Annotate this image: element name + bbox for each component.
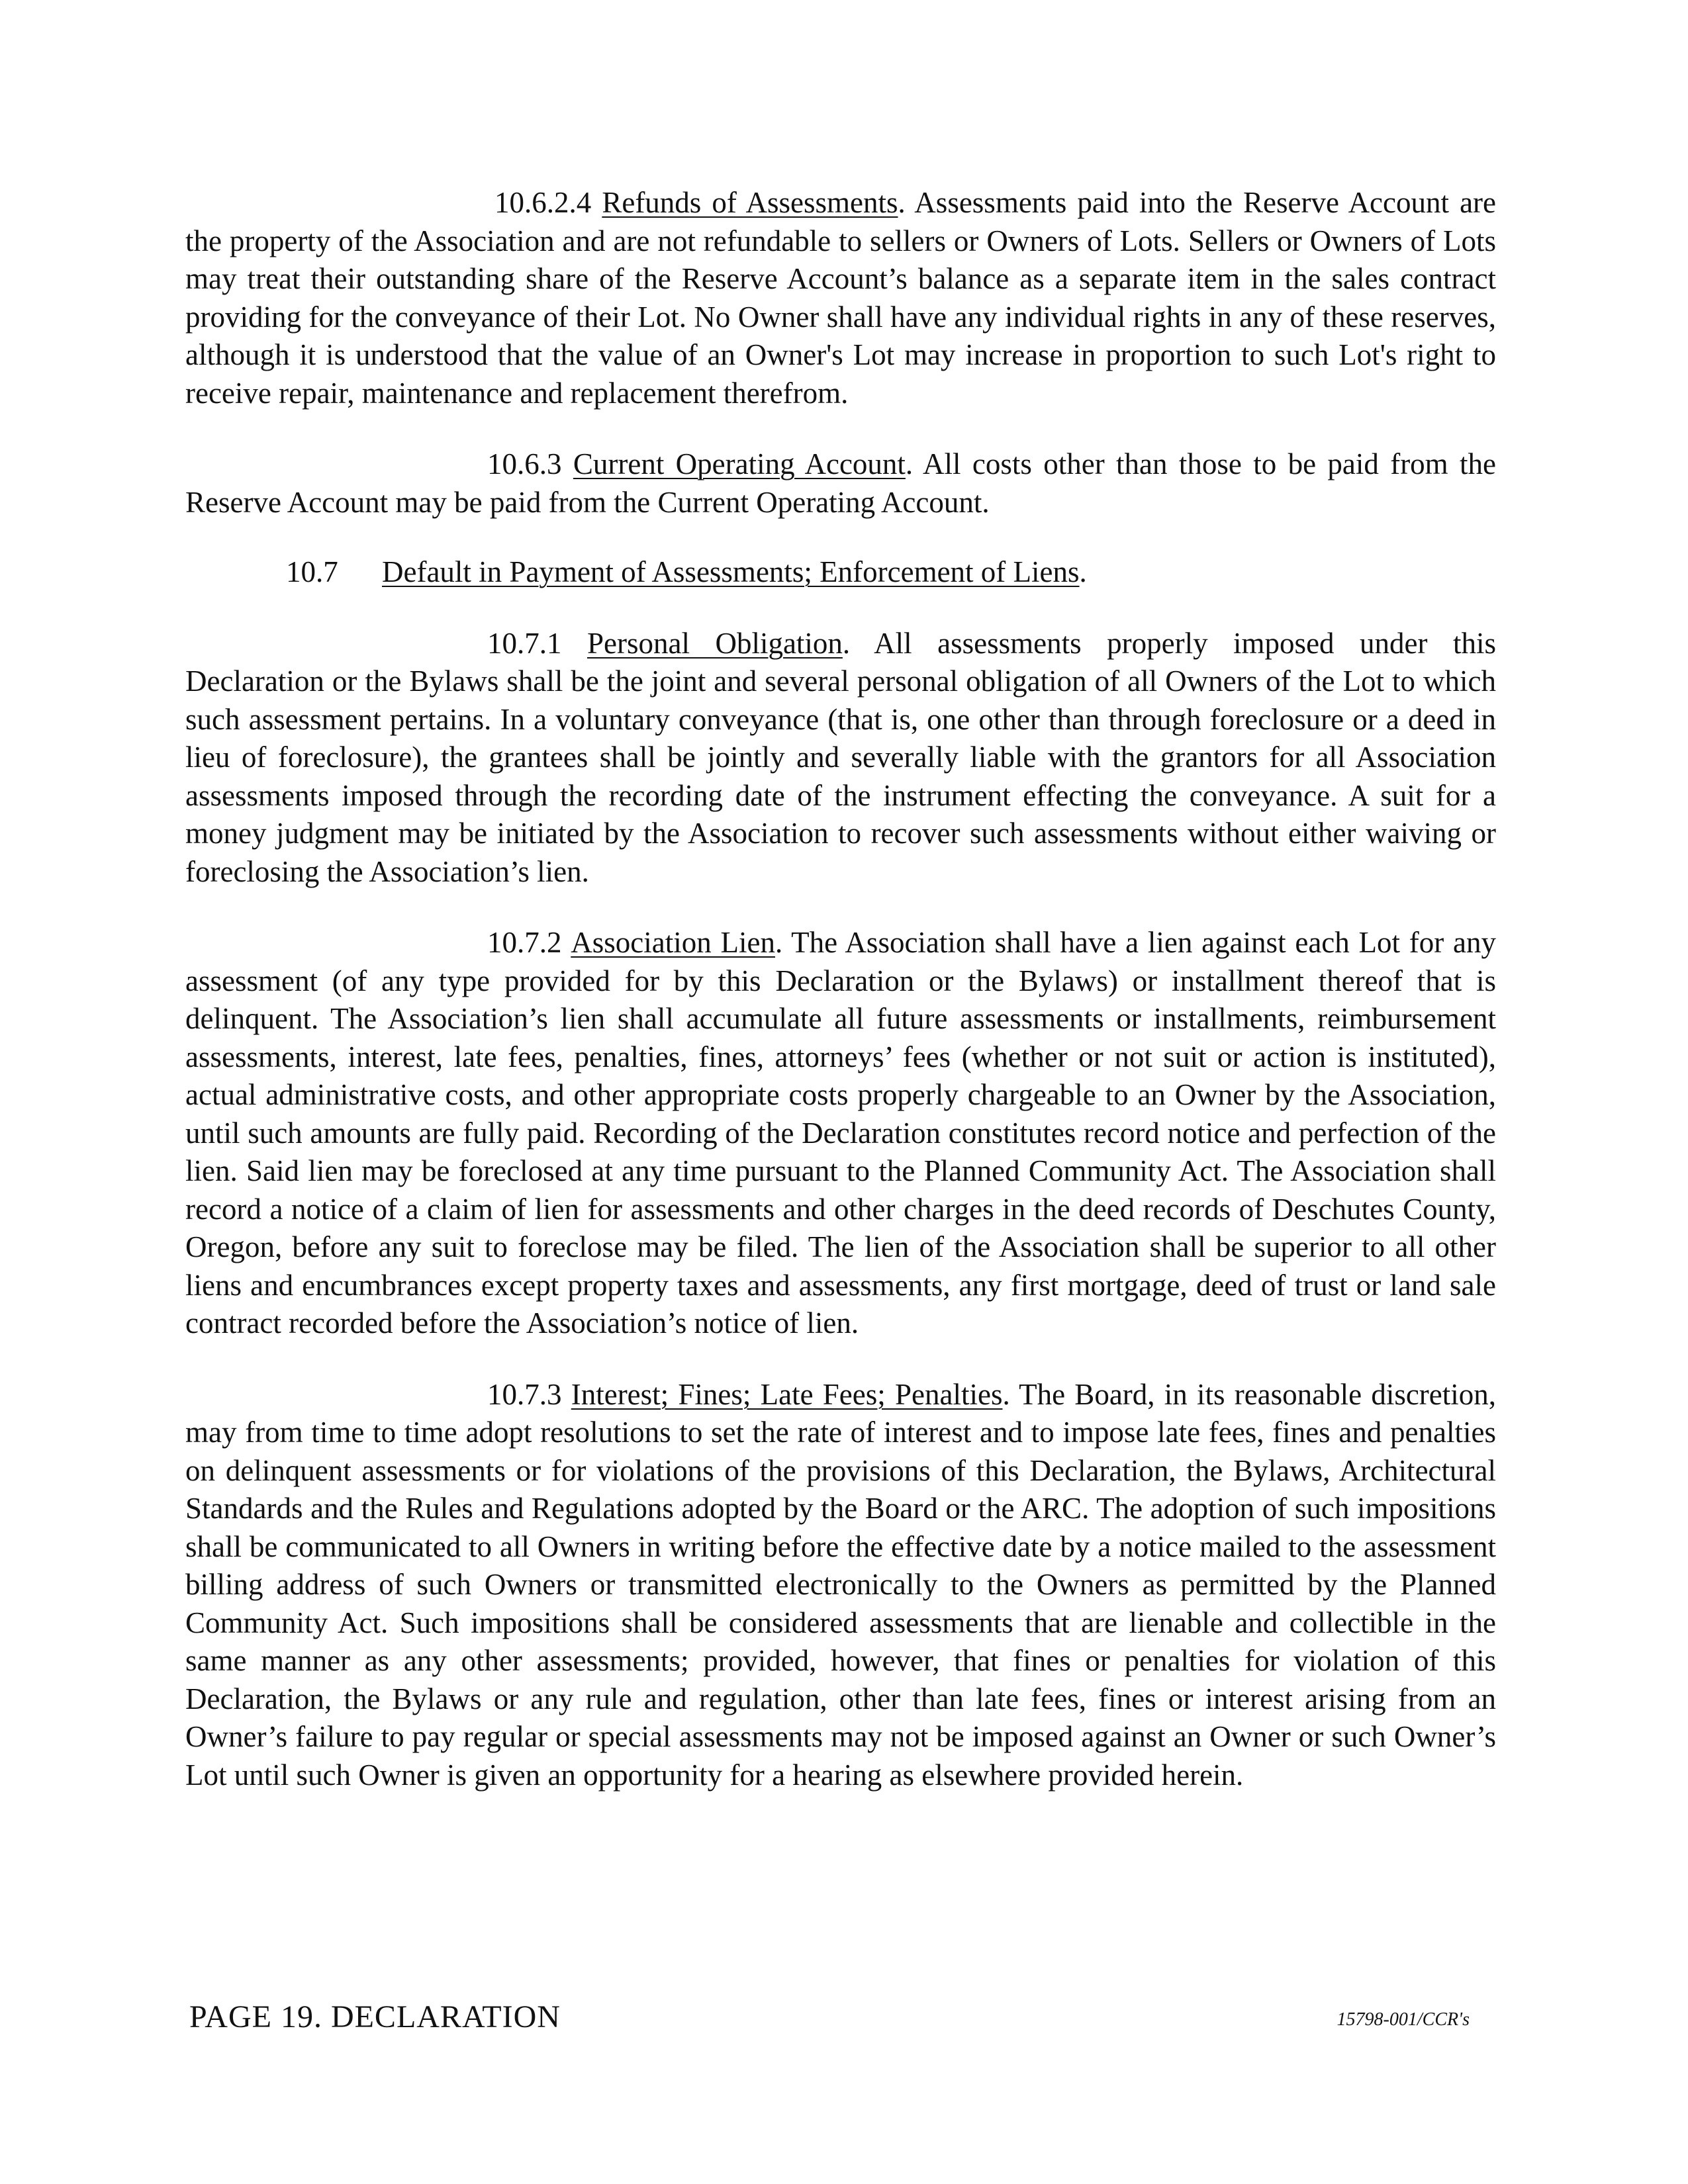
section-text: . Assessments paid into the Reserve Account are the property of the Association and are not refundable to sellers or Owners of Lots. Sellers or Owners of Lots may treat their outstanding share of the Reserve Account’s balance as a separate item in the sales contract providing for the conveyance of their Lot. No Owner shall have any individual rights in any of these reserves, although it is understood that the value of an Owner's Lot may increase in proportion to such Lot's right to receive repair, maintenance and replacement therefrom.	[185, 186, 1497, 410]
section-title: Default in Payment of Assessments; Enforcement of Liens	[382, 555, 1080, 588]
section-number: 10.6.2.4	[494, 186, 592, 219]
section-title: Refunds of Assessments	[602, 186, 898, 219]
section-title: Interest; Fines; Late Fees; Penalties	[571, 1377, 1003, 1411]
section-title: Association Lien	[571, 926, 775, 959]
section-number: 10.7.1	[487, 626, 562, 660]
section-number: 10.7.2	[487, 926, 562, 959]
section-number: 10.7.3	[487, 1377, 562, 1411]
section-text: . The Board, in its reasonable discretion, may from time to time adopt resolutions to set the rate of interest and to impose late fees, fines and penalties on delinquent assessments or for violations of the provisions of this Declaration, the Bylaws, Architectural Standards and the Rules and Regulations adopted by the Board or the ARC. The adoption of such impositions shall be communicated to all Owners in writing before the effective date by a notice mailed to the assessment billing address of such Owners or transmitted electronically to the Owners as permitted by the Planned Community Act. Such impositions shall be considered assessments that are lienable and collectible in the same manner as any other assessments; provided, however, that fines or penalties for violation of this Declaration, the Bylaws or any rule and regulation, other than late fees, fines or interest arising from an Owner’s failure to pay regular or special assessments may not be imposed against an Owner or such Owner’s Lot until such Owner is given an opportunity for a hearing as elsewhere provided herein.	[185, 1377, 1497, 1792]
section-title: Personal Obligation	[586, 626, 843, 660]
document-code: 15798-001/CCR's	[1336, 2009, 1470, 2030]
paragraph-10-6-2-4	[185, 184, 1496, 412]
paragraph-10-7-1	[185, 625, 1496, 891]
section-title-suffix: .	[1079, 555, 1087, 588]
paragraph-10-7-2	[185, 924, 1496, 1343]
page-footer-label: PAGE 19. DECLARATION	[189, 1999, 561, 2034]
section-title: Current Operating Account	[573, 447, 906, 480]
paragraph-10-6-3	[185, 445, 1496, 522]
section-text: . All assessments properly imposed under this Declaration or the Bylaws shall be the joint and several personal obligation of all Owners of the Lot to which such assessment pertains. In a voluntary conveyance (that is, one other than through foreclosure or a deed in lieu of foreclosure), the grantees shall be jointly and severally liable with the grantors for all Association assessments imposed through the recording date of the instrument effecting the conveyance. A suit for a money judgment may be initiated by the Association to recover such assessments without either waiving or foreclosing the Association’s lien.	[185, 626, 1496, 888]
section-number: 10.6.3	[487, 447, 562, 480]
section-text: . The Association shall have a lien against each Lot for any assessment (of any type provided for by this Declaration or the Bylaws) or installment thereof that is delinquent. The Association’s lien shall accumulate all future assessments or installments, reimbursement assessments, interest, late fees, penalties, fines, attorneys’ fees (whether or not suit or action is instituted), actual administrative costs, and other appropriate costs properly chargeable to an Owner by the Association, until such amounts are fully paid. Recording of the Declaration constitutes record notice and perfection of the lien. Said lien may be foreclosed at any time pursuant to the Planned Community Act. The Association shall record a notice of a claim of lien for assessments and other charges in the deed records of Deschutes County, Oregon, before any suit to foreclose may be filed. The lien of the Association shall be superior to all other liens and encumbrances except property taxes and assessments, any first mortgage, deed of trust or land sale contract recorded before the Association’s notice of lien.	[185, 926, 1496, 1340]
section-number: 10.7	[286, 555, 338, 588]
paragraph-10-7-3	[185, 1376, 1496, 1795]
document-page	[185, 184, 1496, 1794]
section-text: . All costs other than those to be paid from the Reserve Account may be paid from the Current Operating Account.	[185, 447, 1497, 519]
section-heading-10-7	[185, 553, 1496, 592]
